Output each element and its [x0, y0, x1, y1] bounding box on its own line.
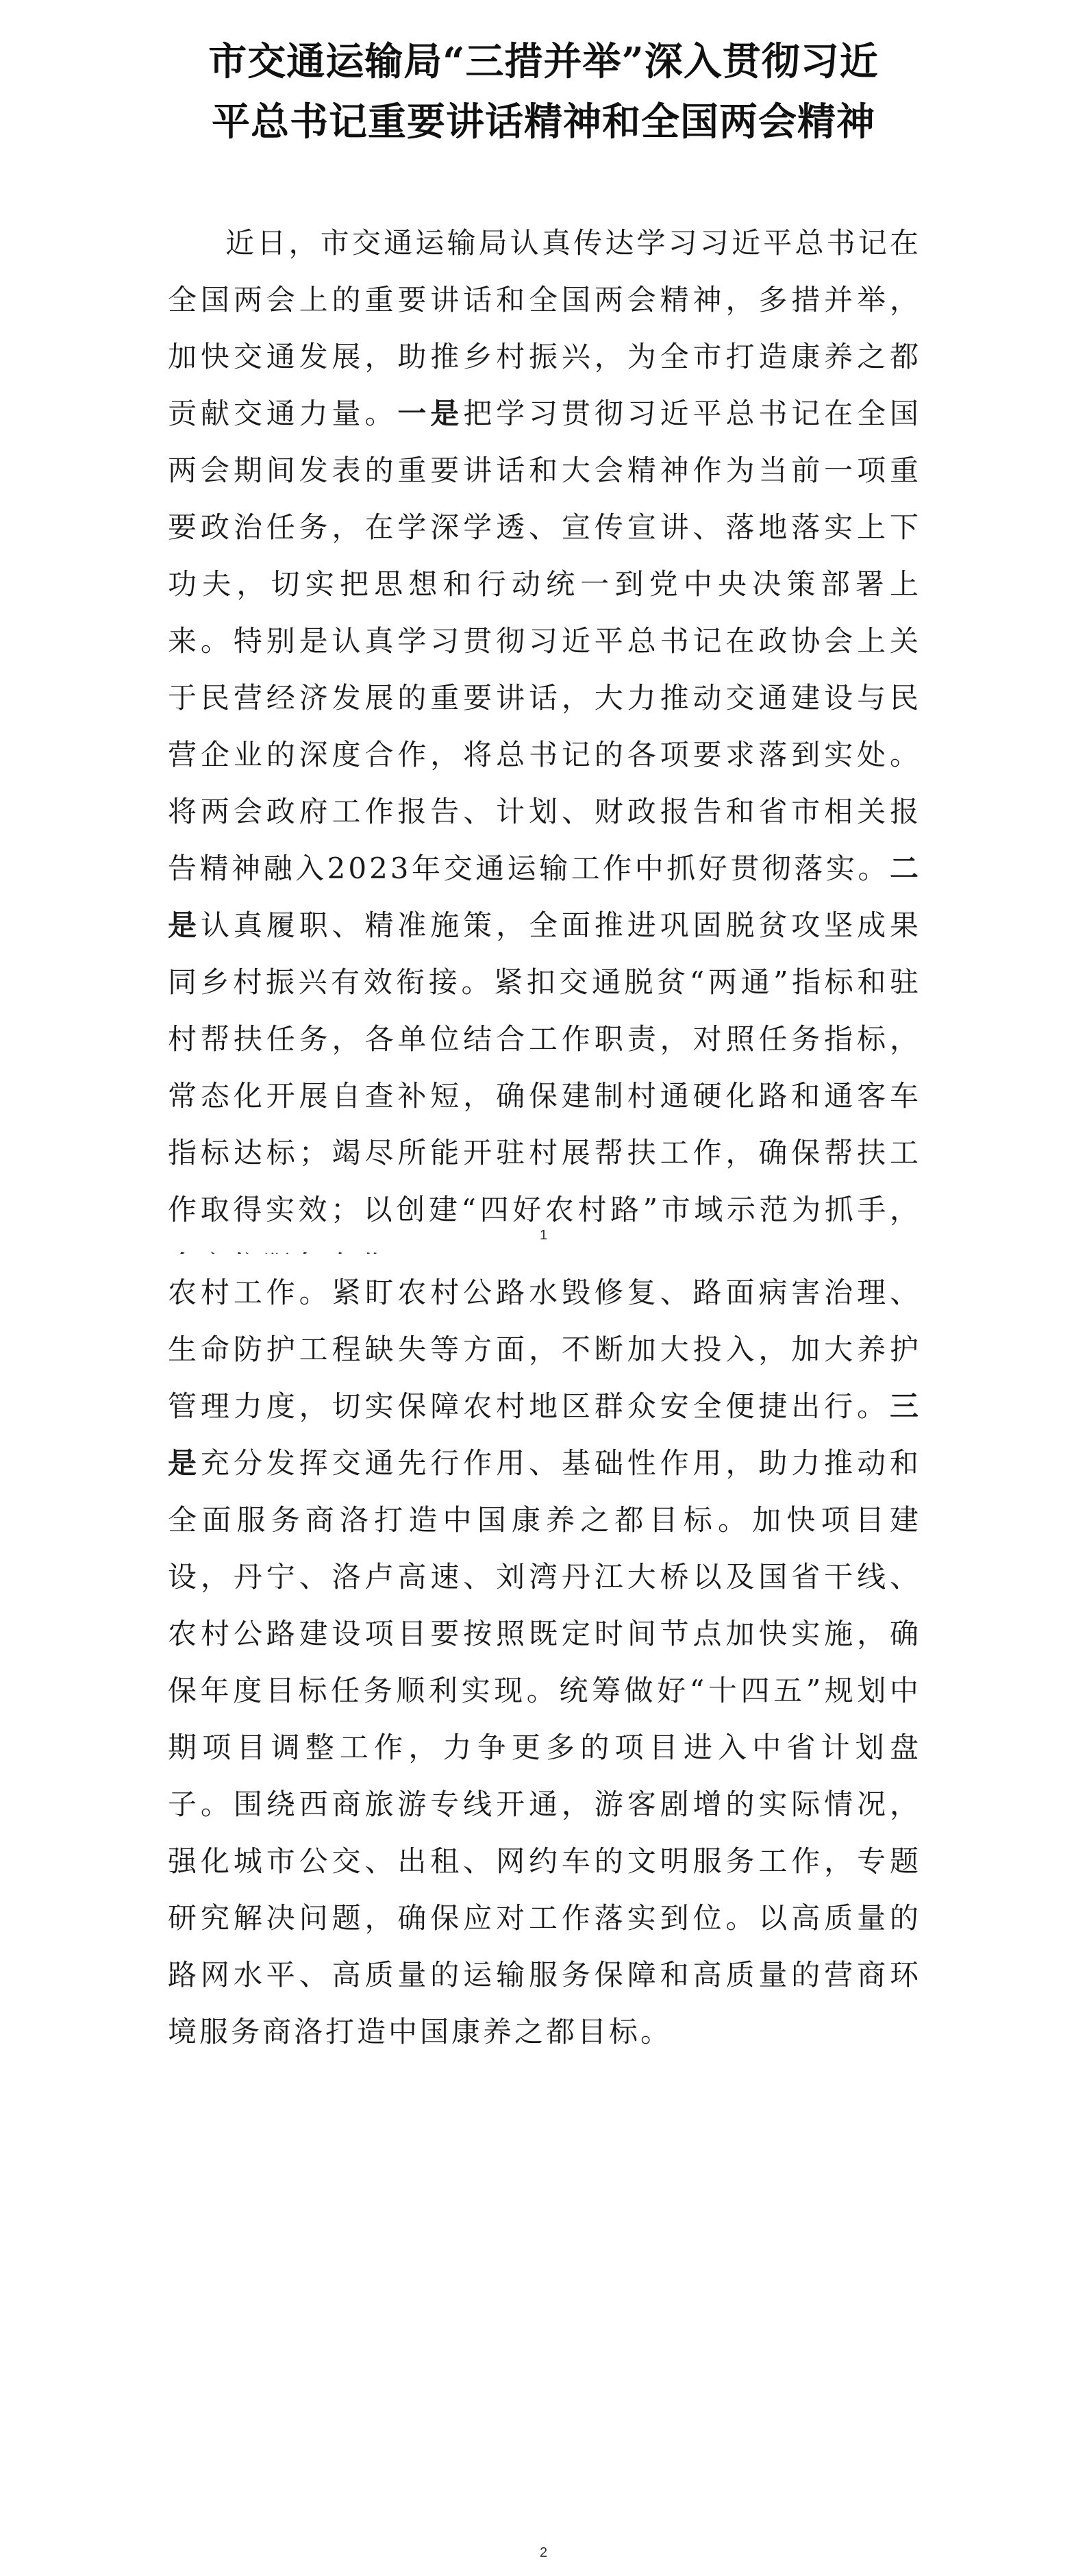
- point-3-marker: 三是: [168, 1389, 921, 1480]
- intro-text: 近日，市交通运输局认真传达学习习近平总书记在全国两会上的重要讲话和全国两会精神，多措并举，加快交通发展，助推乡村振兴，为全市打造康养之都贡献交通力量。: [168, 226, 921, 430]
- point-3-text: 充分发挥交通先行作用、基础性作用，助力推动和全面服务商洛打造中国康养之都目标。加快项目建设，丹宁、洛卢高速、刘湾丹江大桥以及国省干线、农村公路建设项目要按照既定时间节点加快实施，确保年度目标任务顺利实现。统筹做好“十四五”规划中期项目调整工作，力争更多的项目进入中省计划盘子。围绕西商旅游专线开通，游客剧增的实际情况，强化城市公交、出租、网约车的文明服务工作，专题研究解决问题，确保应对工作落实到位。以高质量的路网水平、高质量的运输服务保障和高质量的营商环境服务商洛打造中国康养之都目标。: [168, 1446, 921, 2048]
- title-line-2: 平总书记重要讲话精神和全国两会精神: [212, 99, 875, 145]
- title-line-1: 市交通运输局“三措并举”深入贯彻习近: [208, 38, 879, 84]
- point-2-marker: 二是: [168, 852, 921, 942]
- document-page-1: [0, 0, 1087, 1254]
- document-page-2: [0, 1254, 1087, 2576]
- body-paragraph-page-1: [168, 214, 921, 1295]
- continued-text: 农村工作。紧盯农村公路水毁修复、路面病害治理、生命防护工程缺失等方面，不断加大投入，加大养护管理力度，切实保障农村地区群众安全便捷出行。: [168, 1276, 921, 1423]
- page-number-2: 2: [539, 2545, 548, 2560]
- document-title: [0, 32, 1087, 152]
- point-2-text: 认真履职、精准施策，全面推进巩固脱贫攻坚成果同乡村振兴有效衔接。紧扣交通脱贫“两通”指标和驻村帮扶任务，各单位结合工作职责，对照任务指标，常态化开展自查补短，确保建制村通硬化路和通客车指标达标；竭尽所能开驻村展帮扶工作，确保帮扶工作取得实效；以创建“四好农村路”市域示范为抓手，: [168, 908, 921, 1226]
- point-1-marker: 一是: [397, 397, 464, 430]
- page-number-1: 1: [539, 1228, 548, 1243]
- point-1-text: 把学习贯彻习近平总书记在全国两会期间发表的重要讲话和大会精神作为当前一项重要政治任务，在学深学透、宣传宣讲、落地落实上下功夫，切实把思想和行动统一到党中央决策部署上来。特别是认真学习贯彻习近平总书记在政协会上关于民营经济发展的重要讲话，大力推动交通建设与民营企业的深度合作，将总书记的各项要求落到实处。将两会政府工作报告、计划、财政报告和省市相关报告精神融入2023年交通运输工作中抓好贯彻落实。: [168, 397, 921, 885]
- body-paragraph-page-2: [168, 1264, 921, 2060]
